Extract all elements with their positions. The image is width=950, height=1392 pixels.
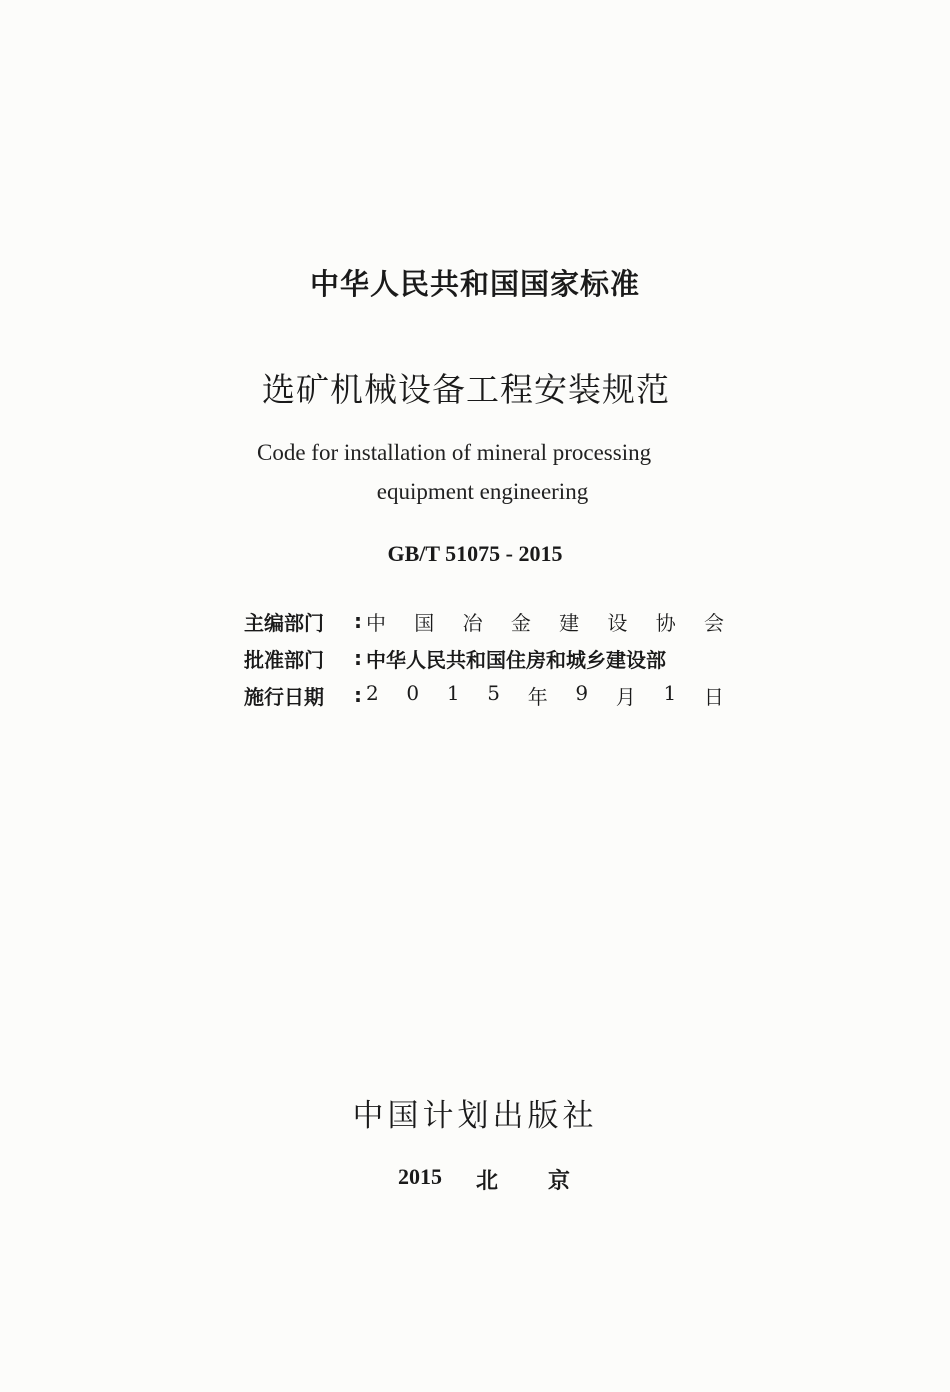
effective-date-label: 施行日期 <box>244 684 324 709</box>
editor-department-separator: : <box>354 609 362 633</box>
effective-date-value <box>366 681 724 710</box>
document-title-english-line-2: equipment engineering <box>376 479 589 504</box>
date-char: 2 <box>366 680 379 705</box>
effective-date-row <box>244 680 724 710</box>
approver-department-separator: : <box>354 646 362 670</box>
date-char: 月 <box>615 684 636 709</box>
editor-char: 设 <box>607 610 628 635</box>
approver-department-value: 中华人民共和国住房和城乡建设部 <box>366 647 666 672</box>
editor-char: 冶 <box>462 610 483 635</box>
imprint-year: 2015 <box>398 1164 442 1189</box>
date-char: 年 <box>527 684 548 709</box>
standard-code: GB/T 51075 - 2015 <box>387 541 563 566</box>
editor-char: 协 <box>655 610 676 635</box>
editor-char: 中 <box>366 610 386 635</box>
date-char: 日 <box>703 684 724 709</box>
document-title-english-line-1: Code for installation of mineral processing <box>257 440 652 465</box>
standard-type-heading: 中华人民共和国国家标准 <box>309 267 640 301</box>
date-char: 1 <box>663 680 677 705</box>
approver-department-row <box>244 643 724 673</box>
editor-department-value <box>366 607 724 636</box>
date-char: 9 <box>575 680 589 705</box>
editor-char: 建 <box>559 610 580 635</box>
editor-char: 会 <box>703 610 724 635</box>
editor-char: 国 <box>414 610 435 635</box>
editor-department-label: 主编部门 <box>244 610 324 635</box>
document-title-chinese: 选矿机械设备工程安装规范 <box>262 370 670 409</box>
date-char: 5 <box>487 680 500 705</box>
editor-char: 金 <box>510 610 531 635</box>
imprint-city-char-1: 北 <box>476 1169 499 1194</box>
imprint-city-char-2: 京 <box>548 1169 571 1194</box>
effective-date-separator: : <box>354 683 362 707</box>
date-char: 0 <box>406 680 420 705</box>
date-char: 1 <box>446 680 460 705</box>
editor-department-row <box>244 606 724 636</box>
approver-department-label: 批准部门 <box>244 647 324 672</box>
publisher-name: 中国计划出版社 <box>352 1098 598 1134</box>
imprint-line <box>398 1164 570 1195</box>
